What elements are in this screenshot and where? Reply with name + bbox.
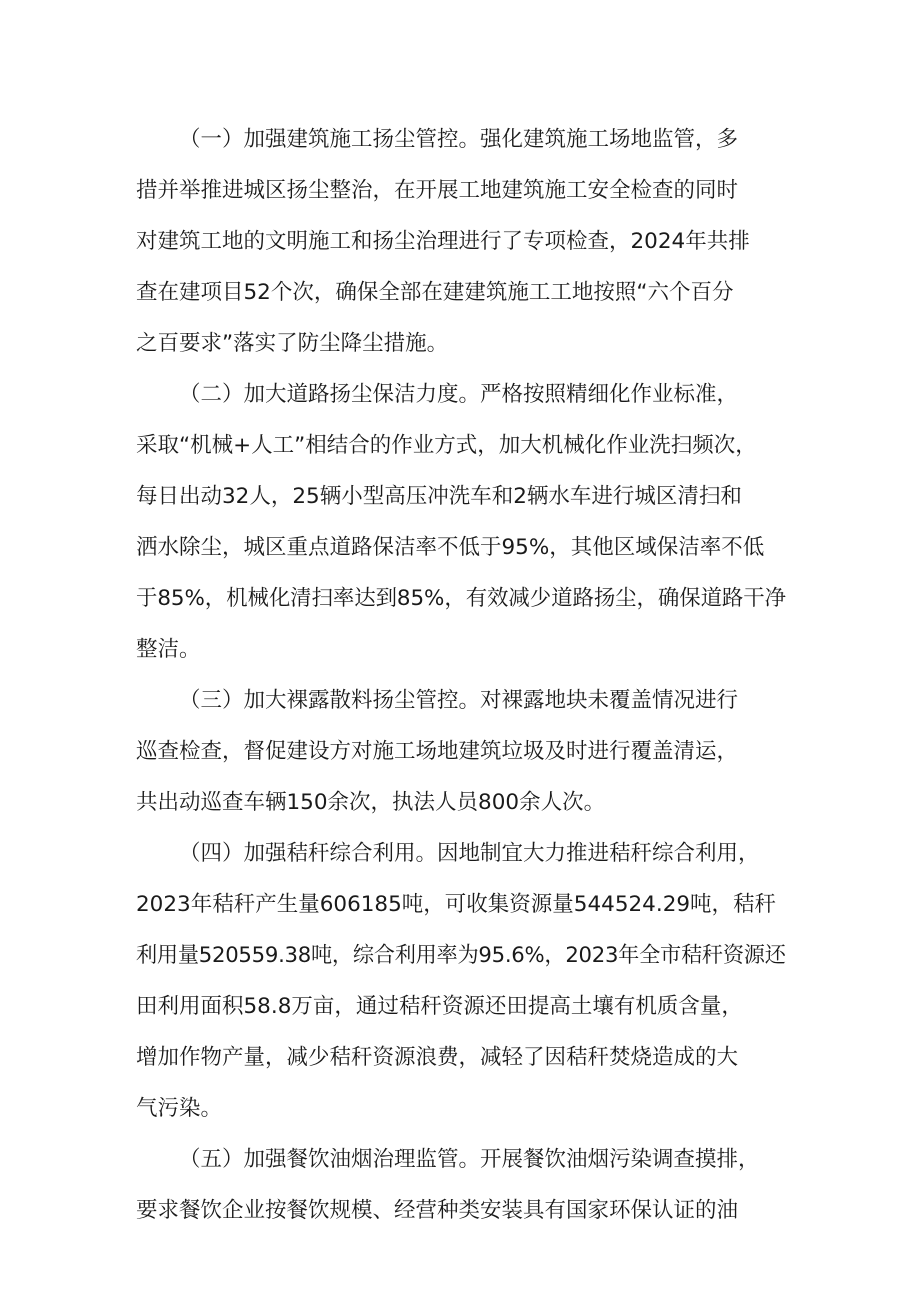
text-line: 洒水除尘，城区重点道路保洁率不低于95%，其他区域保洁率不低	[136, 535, 765, 560]
text-line: （五）加强餐饮油烟治理监管。开展餐饮油烟污染调查摸排，	[179, 1147, 760, 1172]
paragraph-exposed-materials	[136, 675, 786, 828]
text-line: 每日出动32人，25辆小型高压冲洗车和2辆水车进行城区清扫和	[136, 484, 742, 509]
text-line: （四）加强秸秆综合利用。因地制宜大力推进秸秆综合利用，	[179, 841, 760, 866]
text-line: 2023年秸秆产生量606185吨，可收集资源量544524.29吨，秸秆	[136, 892, 777, 917]
text-line: 采取“机械+人工”相结合的作业方式，加大机械化作业洗扫频次，	[136, 433, 757, 458]
text-line: （二）加大道路扬尘保洁力度。严格按照精细化作业标准，	[179, 382, 739, 407]
text-line: 共出动巡查车辆150余次，执法人员800余人次。	[136, 790, 606, 815]
paragraph-straw-utilization	[136, 828, 786, 1134]
text-line: 措并举推进城区扬尘整治，在开展工地建筑施工安全检查的同时	[136, 178, 739, 203]
paragraph-catering-fumes	[136, 1134, 786, 1236]
text-line: 田利用面积58.8万亩，通过秸秆资源还田提高土壤有机质含量，	[136, 994, 743, 1019]
text-line: 要求餐饮企业按餐饮规模、经营种类安装具有国家环保认证的油	[136, 1198, 739, 1223]
text-line: 增加作物产量，减少秸秆资源浪费，减轻了因秸秆焚烧造成的大	[136, 1045, 739, 1070]
text-line: 于85%，机械化清扫率达到85%，有效减少道路扬尘，确保道路干净	[136, 586, 787, 611]
text-line: 巡查检查，督促建设方对施工场地建筑垃圾及时进行覆盖清运，	[136, 739, 739, 764]
text-line: （一）加强建筑施工扬尘管控。强化建筑施工场地监管，多	[179, 127, 739, 152]
text-line: 整洁。	[136, 637, 201, 662]
text-line: （三）加大裸露散料扬尘管控。对裸露地块未覆盖情况进行	[179, 688, 739, 713]
text-line: 气污染。	[136, 1096, 223, 1121]
text-line: 之百要求”落实了防尘降尘措施。	[136, 331, 449, 356]
text-line: 利用量520559.38吨，综合利用率为95.6%，2023年全市秸秆资源还	[136, 943, 786, 968]
document-body	[136, 114, 786, 1236]
text-line: 对建筑工地的文明施工和扬尘治理进行了专项检查，2024年共排	[136, 229, 750, 254]
paragraph-construction-dust	[136, 114, 786, 369]
paragraph-road-dust	[136, 369, 786, 675]
text-line: 查在建项目52个次，确保全部在建建筑施工工地按照“六个百分	[136, 280, 734, 305]
